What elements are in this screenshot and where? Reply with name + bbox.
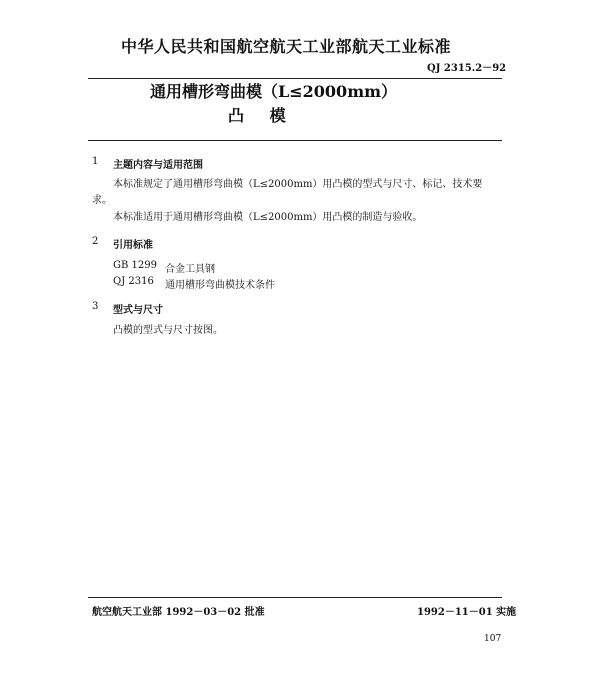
document-subtitle: 凸 模 bbox=[228, 106, 296, 125]
approval-statement: 航空航天工业部 1992－03－02 批准 bbox=[92, 607, 265, 618]
section-3-number: 3 bbox=[92, 301, 99, 312]
section-2-number: 2 bbox=[92, 236, 99, 247]
section-1-paragraph-1-line-1: 本标准规定了通用槽形弯曲模（L≤2000mm）用凸模的型式与尺寸、标记、技术要 bbox=[113, 179, 483, 190]
reference-1-code: GB 1299 bbox=[113, 260, 157, 271]
section-2-title: 引用标准 bbox=[113, 240, 153, 251]
title-rule bbox=[88, 140, 502, 141]
section-1-paragraph-1-line-2: 求。 bbox=[92, 195, 112, 206]
implementation-date: 1992－11－01 实施 bbox=[417, 607, 517, 618]
issuing-organization: 中华人民共和国航空航天工业部航天工业标准 bbox=[121, 37, 452, 56]
standard-code: QJ 2315.2－92 bbox=[427, 63, 507, 74]
section-1-paragraph-2: 本标准适用于通用槽形弯曲模（L≤2000mm）用凸模的制造与验收。 bbox=[113, 212, 423, 223]
section-3-title: 型式与尺寸 bbox=[113, 305, 163, 316]
reference-2-code: QJ 2316 bbox=[113, 276, 154, 287]
section-1-title: 主题内容与适用范围 bbox=[113, 160, 203, 171]
section-1-number: 1 bbox=[92, 156, 99, 167]
reference-1-name: 合金工具钢 bbox=[165, 264, 215, 275]
document-title: 通用槽形弯曲模（L≤2000mm） bbox=[150, 82, 398, 101]
footer-rule bbox=[88, 597, 502, 598]
page-number: 107 bbox=[484, 634, 502, 644]
section-3-paragraph-1: 凸模的型式与尺寸按图。 bbox=[113, 325, 223, 336]
reference-2-name: 通用槽形弯曲模技术条件 bbox=[165, 280, 275, 291]
